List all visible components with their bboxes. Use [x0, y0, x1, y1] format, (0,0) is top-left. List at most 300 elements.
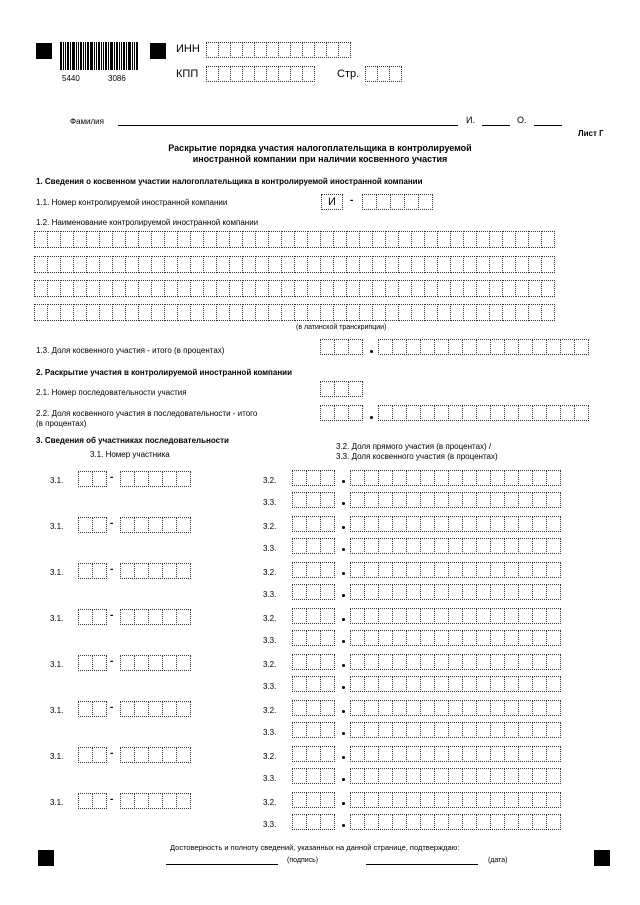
input-cell[interactable] [306, 562, 321, 578]
indirect-share-total-int[interactable] [320, 339, 362, 355]
input-cell[interactable] [78, 563, 93, 579]
initial-i-field[interactable] [482, 125, 510, 126]
input-cell[interactable] [378, 676, 393, 692]
input-cell[interactable] [350, 584, 365, 600]
input-cell[interactable] [406, 630, 421, 646]
participant-number-part1[interactable] [78, 747, 106, 763]
input-cell[interactable] [420, 700, 435, 716]
input-cell[interactable] [448, 339, 463, 355]
input-cell[interactable] [518, 814, 533, 830]
input-cell[interactable] [333, 256, 347, 273]
input-cell[interactable] [138, 280, 152, 297]
input-cell[interactable] [424, 280, 438, 297]
input-cell[interactable] [490, 516, 505, 532]
input-cell[interactable] [78, 609, 93, 625]
input-cell[interactable] [392, 746, 407, 762]
input-cell[interactable] [490, 562, 505, 578]
input-cell[interactable] [504, 584, 519, 600]
input-cell[interactable] [398, 304, 412, 321]
company-name-row-2[interactable] [34, 256, 554, 273]
input-cell[interactable] [216, 280, 230, 297]
input-cell[interactable] [151, 280, 165, 297]
input-cell[interactable] [125, 231, 139, 248]
direct-share-int[interactable] [292, 792, 334, 808]
input-cell[interactable] [60, 304, 74, 321]
input-cell[interactable] [242, 256, 256, 273]
input-cell[interactable] [176, 701, 191, 717]
input-cell[interactable] [490, 654, 505, 670]
input-cell[interactable] [378, 584, 393, 600]
input-cell[interactable] [518, 700, 533, 716]
input-cell[interactable] [350, 700, 365, 716]
input-cell[interactable] [434, 584, 449, 600]
input-cell[interactable] [434, 516, 449, 532]
input-cell[interactable] [242, 304, 256, 321]
input-cell[interactable] [392, 584, 407, 600]
input-cell[interactable] [424, 304, 438, 321]
input-cell[interactable] [162, 655, 177, 671]
input-cell[interactable] [362, 194, 377, 210]
input-cell[interactable] [47, 280, 61, 297]
input-cell[interactable] [112, 304, 126, 321]
input-cell[interactable] [448, 768, 463, 784]
input-cell[interactable] [281, 280, 295, 297]
input-cell[interactable] [518, 676, 533, 692]
input-cell[interactable] [320, 746, 335, 762]
input-cell[interactable] [47, 304, 61, 321]
input-cell[interactable] [34, 256, 48, 273]
input-cell[interactable] [392, 768, 407, 784]
input-cell[interactable] [320, 630, 335, 646]
input-cell[interactable] [203, 304, 217, 321]
input-cell[interactable] [364, 676, 379, 692]
input-cell[interactable] [392, 654, 407, 670]
indirect-share-int[interactable] [292, 584, 334, 600]
participant-number-part2[interactable] [120, 747, 190, 763]
input-cell[interactable] [307, 304, 321, 321]
input-cell[interactable] [60, 231, 74, 248]
input-cell[interactable] [420, 405, 435, 421]
indirect-share-int[interactable] [292, 722, 334, 738]
input-cell[interactable] [320, 608, 335, 624]
input-cell[interactable] [148, 517, 163, 533]
input-cell[interactable] [462, 339, 477, 355]
input-cell[interactable] [306, 584, 321, 600]
input-cell[interactable] [320, 492, 335, 508]
input-cell[interactable] [92, 517, 107, 533]
input-cell[interactable] [120, 563, 135, 579]
input-cell[interactable] [489, 231, 503, 248]
input-cell[interactable] [504, 792, 519, 808]
input-cell[interactable] [364, 746, 379, 762]
input-cell[interactable] [364, 630, 379, 646]
input-cell[interactable] [148, 701, 163, 717]
input-cell[interactable] [255, 231, 269, 248]
input-cell[interactable] [518, 492, 533, 508]
input-cell[interactable] [292, 584, 307, 600]
direct-share-frac[interactable] [350, 608, 560, 624]
input-cell[interactable] [92, 655, 107, 671]
input-cell[interactable] [320, 768, 335, 784]
sequence-number-field[interactable] [320, 381, 362, 397]
input-cell[interactable] [350, 814, 365, 830]
input-cell[interactable] [462, 792, 477, 808]
input-cell[interactable] [528, 256, 542, 273]
input-cell[interactable] [518, 722, 533, 738]
kpp-field[interactable] [206, 66, 314, 82]
input-cell[interactable] [532, 538, 547, 554]
participant-number-part2[interactable] [120, 655, 190, 671]
input-cell[interactable] [462, 746, 477, 762]
input-cell[interactable] [476, 280, 490, 297]
input-cell[interactable] [125, 304, 139, 321]
input-cell[interactable] [392, 492, 407, 508]
input-cell[interactable] [532, 746, 547, 762]
input-cell[interactable] [378, 768, 393, 784]
input-cell[interactable] [306, 700, 321, 716]
input-cell[interactable] [392, 405, 407, 421]
input-cell[interactable] [490, 492, 505, 508]
input-cell[interactable] [463, 231, 477, 248]
input-cell[interactable] [378, 630, 393, 646]
direct-share-frac[interactable] [350, 792, 560, 808]
input-cell[interactable] [448, 814, 463, 830]
input-cell[interactable] [268, 304, 282, 321]
input-cell[interactable] [350, 562, 365, 578]
input-cell[interactable] [176, 517, 191, 533]
input-cell[interactable] [134, 517, 149, 533]
input-cell[interactable] [434, 492, 449, 508]
input-cell[interactable] [292, 492, 307, 508]
input-cell[interactable] [392, 470, 407, 486]
input-cell[interactable] [162, 517, 177, 533]
input-cell[interactable] [448, 722, 463, 738]
input-cell[interactable] [406, 538, 421, 554]
input-cell[interactable] [546, 700, 561, 716]
input-cell[interactable] [448, 405, 463, 421]
input-cell[interactable] [434, 814, 449, 830]
input-cell[interactable] [489, 304, 503, 321]
input-cell[interactable] [406, 584, 421, 600]
direct-share-int[interactable] [292, 746, 334, 762]
participant-number-part2[interactable] [120, 701, 190, 717]
input-cell[interactable] [306, 746, 321, 762]
input-cell[interactable] [99, 280, 113, 297]
input-cell[interactable] [346, 280, 360, 297]
indirect-share-frac[interactable] [350, 814, 560, 830]
input-cell[interactable] [532, 492, 547, 508]
input-cell[interactable] [462, 630, 477, 646]
input-cell[interactable] [532, 630, 547, 646]
input-cell[interactable] [434, 700, 449, 716]
direct-share-frac[interactable] [350, 700, 560, 716]
input-cell[interactable] [448, 676, 463, 692]
input-cell[interactable] [350, 516, 365, 532]
input-cell[interactable] [532, 676, 547, 692]
input-cell[interactable] [92, 471, 107, 487]
input-cell[interactable] [359, 231, 373, 248]
input-cell[interactable] [92, 609, 107, 625]
input-cell[interactable] [532, 814, 547, 830]
input-cell[interactable] [134, 609, 149, 625]
input-cell[interactable] [281, 231, 295, 248]
input-cell[interactable] [541, 304, 555, 321]
indirect-share-frac[interactable] [350, 492, 560, 508]
input-cell[interactable] [268, 256, 282, 273]
input-cell[interactable] [176, 793, 191, 809]
input-cell[interactable] [476, 516, 491, 532]
input-cell[interactable] [518, 584, 533, 600]
input-cell[interactable] [434, 722, 449, 738]
input-cell[interactable] [476, 339, 491, 355]
indirect-share-frac[interactable] [350, 630, 560, 646]
input-cell[interactable] [434, 746, 449, 762]
input-cell[interactable] [385, 280, 399, 297]
input-cell[interactable] [502, 304, 516, 321]
input-cell[interactable] [359, 304, 373, 321]
input-cell[interactable] [411, 256, 425, 273]
input-cell[interactable] [307, 280, 321, 297]
input-cell[interactable] [306, 676, 321, 692]
input-cell[interactable] [229, 304, 243, 321]
input-cell[interactable] [364, 722, 379, 738]
direct-share-frac[interactable] [350, 562, 560, 578]
input-cell[interactable] [532, 654, 547, 670]
input-cell[interactable] [47, 256, 61, 273]
input-cell[interactable] [532, 768, 547, 784]
input-cell[interactable] [406, 654, 421, 670]
input-cell[interactable] [378, 792, 393, 808]
input-cell[interactable] [504, 768, 519, 784]
input-cell[interactable] [490, 700, 505, 716]
input-cell[interactable] [162, 471, 177, 487]
input-cell[interactable] [306, 814, 321, 830]
input-cell[interactable] [546, 630, 561, 646]
input-cell[interactable] [73, 256, 87, 273]
input-cell[interactable] [504, 339, 519, 355]
input-cell[interactable] [148, 471, 163, 487]
input-cell[interactable] [476, 630, 491, 646]
indirect-share-int[interactable] [292, 768, 334, 784]
input-cell[interactable] [434, 768, 449, 784]
input-cell[interactable] [125, 280, 139, 297]
input-cell[interactable] [320, 792, 335, 808]
input-cell[interactable] [490, 630, 505, 646]
input-cell[interactable] [532, 470, 547, 486]
input-cell[interactable] [333, 231, 347, 248]
input-cell[interactable] [190, 256, 204, 273]
input-cell[interactable] [448, 538, 463, 554]
input-cell[interactable] [216, 231, 230, 248]
input-cell[interactable] [78, 517, 93, 533]
input-cell[interactable] [73, 304, 87, 321]
input-cell[interactable] [350, 654, 365, 670]
input-cell[interactable] [333, 304, 347, 321]
input-cell[interactable] [528, 280, 542, 297]
input-cell[interactable] [177, 280, 191, 297]
input-cell[interactable] [378, 654, 393, 670]
input-cell[interactable] [392, 792, 407, 808]
input-cell[interactable] [476, 814, 491, 830]
indirect-share-total-frac[interactable] [378, 339, 588, 355]
input-cell[interactable] [406, 516, 421, 532]
input-cell[interactable] [86, 256, 100, 273]
date-field[interactable] [366, 864, 478, 865]
input-cell[interactable] [306, 722, 321, 738]
input-cell[interactable] [281, 256, 295, 273]
input-cell[interactable] [434, 405, 449, 421]
input-cell[interactable] [134, 655, 149, 671]
input-cell[interactable] [190, 280, 204, 297]
input-cell[interactable] [437, 280, 451, 297]
indirect-share-int[interactable] [292, 538, 334, 554]
inn-field[interactable] [206, 42, 350, 58]
input-cell[interactable] [448, 470, 463, 486]
input-cell[interactable] [392, 722, 407, 738]
input-cell[interactable] [138, 304, 152, 321]
input-cell[interactable] [490, 792, 505, 808]
input-cell[interactable] [489, 256, 503, 273]
input-cell[interactable] [448, 562, 463, 578]
input-cell[interactable] [546, 584, 561, 600]
input-cell[interactable] [448, 584, 463, 600]
indirect-share-frac[interactable] [350, 676, 560, 692]
input-cell[interactable] [216, 256, 230, 273]
input-cell[interactable] [47, 231, 61, 248]
participant-number-part2[interactable] [120, 793, 190, 809]
input-cell[interactable] [532, 700, 547, 716]
input-cell[interactable] [560, 405, 575, 421]
input-cell[interactable] [462, 470, 477, 486]
input-cell[interactable] [134, 747, 149, 763]
input-cell[interactable] [385, 231, 399, 248]
input-cell[interactable] [320, 538, 335, 554]
input-cell[interactable] [364, 814, 379, 830]
input-cell[interactable] [462, 584, 477, 600]
input-cell[interactable] [504, 492, 519, 508]
input-cell[interactable] [151, 256, 165, 273]
input-cell[interactable] [148, 793, 163, 809]
input-cell[interactable] [176, 747, 191, 763]
input-cell[interactable] [320, 700, 335, 716]
input-cell[interactable] [476, 654, 491, 670]
input-cell[interactable] [255, 304, 269, 321]
input-cell[interactable] [292, 538, 307, 554]
input-cell[interactable] [203, 280, 217, 297]
company-number-field[interactable] [362, 194, 432, 210]
input-cell[interactable] [120, 517, 135, 533]
input-cell[interactable] [450, 231, 464, 248]
input-cell[interactable] [420, 339, 435, 355]
input-cell[interactable] [518, 339, 533, 355]
input-cell[interactable] [372, 280, 386, 297]
input-cell[interactable] [120, 609, 135, 625]
input-cell[interactable] [348, 339, 363, 355]
participant-number-part1[interactable] [78, 701, 106, 717]
input-cell[interactable] [476, 492, 491, 508]
input-cell[interactable] [490, 405, 505, 421]
input-cell[interactable] [406, 676, 421, 692]
input-cell[interactable] [176, 609, 191, 625]
input-cell[interactable] [350, 630, 365, 646]
input-cell[interactable] [434, 792, 449, 808]
input-cell[interactable] [306, 630, 321, 646]
input-cell[interactable] [420, 608, 435, 624]
input-cell[interactable] [518, 538, 533, 554]
input-cell[interactable] [176, 655, 191, 671]
input-cell[interactable] [320, 339, 335, 355]
input-cell[interactable] [518, 768, 533, 784]
input-cell[interactable] [504, 722, 519, 738]
input-cell[interactable] [364, 768, 379, 784]
input-cell[interactable] [320, 654, 335, 670]
input-cell[interactable] [518, 405, 533, 421]
input-cell[interactable] [532, 516, 547, 532]
input-cell[interactable] [112, 231, 126, 248]
input-cell[interactable] [518, 630, 533, 646]
input-cell[interactable] [292, 654, 307, 670]
input-cell[interactable] [502, 231, 516, 248]
input-cell[interactable] [532, 792, 547, 808]
input-cell[interactable] [411, 231, 425, 248]
input-cell[interactable] [434, 339, 449, 355]
input-cell[interactable] [418, 194, 433, 210]
input-cell[interactable] [450, 256, 464, 273]
input-cell[interactable] [151, 304, 165, 321]
input-cell[interactable] [448, 746, 463, 762]
input-cell[interactable] [462, 654, 477, 670]
input-cell[interactable] [190, 231, 204, 248]
input-cell[interactable] [177, 231, 191, 248]
surname-field[interactable] [118, 125, 458, 126]
input-cell[interactable] [125, 256, 139, 273]
input-cell[interactable] [378, 700, 393, 716]
input-cell[interactable] [164, 280, 178, 297]
input-cell[interactable] [359, 256, 373, 273]
input-cell[interactable] [120, 793, 135, 809]
input-cell[interactable] [350, 722, 365, 738]
input-cell[interactable] [392, 339, 407, 355]
input-cell[interactable] [350, 792, 365, 808]
input-cell[interactable] [504, 470, 519, 486]
input-cell[interactable] [334, 339, 349, 355]
input-cell[interactable] [364, 608, 379, 624]
input-cell[interactable] [406, 792, 421, 808]
input-cell[interactable] [490, 768, 505, 784]
indirect-share-int[interactable] [292, 814, 334, 830]
input-cell[interactable] [476, 304, 490, 321]
input-cell[interactable] [392, 700, 407, 716]
input-cell[interactable] [406, 746, 421, 762]
input-cell[interactable] [120, 701, 135, 717]
input-cell[interactable] [541, 256, 555, 273]
direct-share-int[interactable] [292, 470, 334, 486]
input-cell[interactable] [34, 231, 48, 248]
input-cell[interactable] [320, 722, 335, 738]
input-cell[interactable] [176, 563, 191, 579]
input-cell[interactable] [162, 747, 177, 763]
input-cell[interactable] [378, 492, 393, 508]
input-cell[interactable] [450, 280, 464, 297]
input-cell[interactable] [148, 655, 163, 671]
input-cell[interactable] [404, 194, 419, 210]
input-cell[interactable] [392, 676, 407, 692]
participant-number-part1[interactable] [78, 563, 106, 579]
input-cell[interactable] [420, 814, 435, 830]
input-cell[interactable] [490, 538, 505, 554]
input-cell[interactable] [476, 792, 491, 808]
input-cell[interactable] [411, 280, 425, 297]
